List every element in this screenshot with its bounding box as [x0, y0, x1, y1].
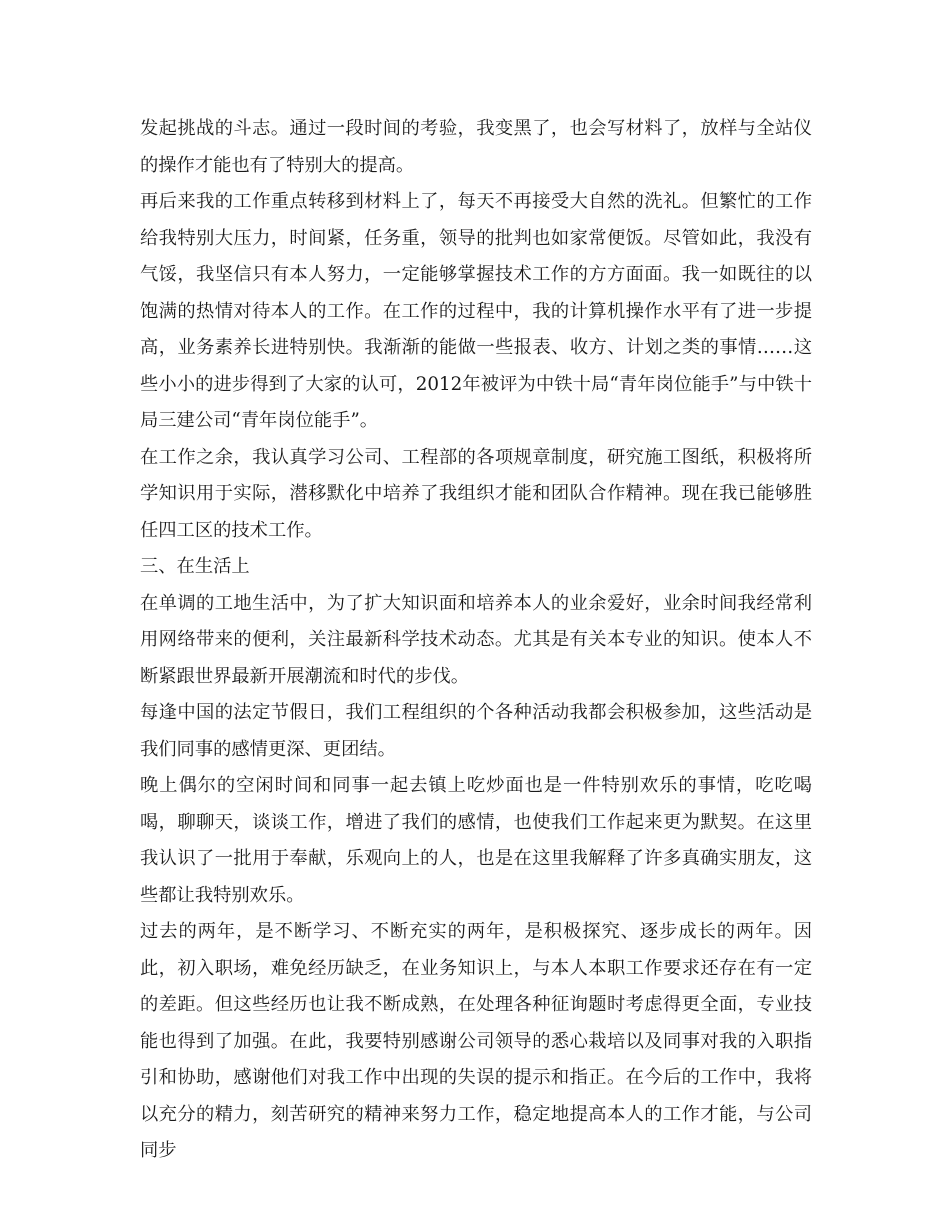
document-body — [140, 111, 812, 1170]
paragraph-evenings: 晚上偶尔的空闲时间和同事一起去镇上吃炒面也是一件特别欢乐的事情，吃吃喝喝，聊聊天，谈谈工作，增进了我们的感情，也使我们工作起来更为默契。在这里我认识了一批用于奉献，乐观向上的人，也是在这里我解释了许多真确实朋友，这些都让我特别欢乐。 — [140, 775, 812, 906]
paragraph-holidays: 每逢中国的法定节假日，我们工程组织的个各种活动我都会积极参加，这些活动是我们同事的感情更深、更团结。 — [140, 702, 812, 760]
section-heading-life: 三、在生活上 — [140, 556, 250, 577]
paragraph-materials-work: 再后来我的工作重点转移到材料上了，每天不再接受大自然的洗礼。但繁忙的工作给我特别大压力，时间紧，任务重，领导的批判也如家常便饭。尽管如此，我没有气馁，我坚信只有本人努力，一定能够掌握技术工作的方方面面。我一如既往的以饱满的热情对待本人的工作。在工作的过程中，我的计算机操作水平有了进一步提高，业务素养长进特别快。我渐渐的能做一些报表、收方、计划之类的事情……这些小小的进步得到了大家的认可，2012年被评为中铁十局“青年岗位能手”与中铁十局三建公司“青年岗位能手”。 — [140, 191, 812, 431]
paragraph-continuation: 发起挑战的斗志。通过一段时间的考验，我变黑了，也会写材料了，放样与全站仪的操作才能也有了特别大的提高。 — [140, 118, 812, 176]
paragraph-after-work-study: 在工作之余，我认真学习公司、工程部的各项规章制度，研究施工图纸，积极将所学知识用于实际，潜移默化中培养了我组织才能和团队合作精神。现在我已能够胜任四工区的技术工作。 — [140, 446, 812, 541]
paragraph-past-two-years: 过去的两年，是不断学习、不断充实的两年，是积极探究、逐步成长的两年。因此，初入职场，难免经历缺乏，在业务知识上，与本人本职工作要求还存在有一定的差距。但这些经历也让我不断成熟，在处理各种征询题时考虑得更全面，专业技能也得到了加强。在此，我要特别感谢公司领导的悉心栽培以及同事对我的入职指引和协助，感谢他们对我工作中出现的失误的提示和指正。在今后的工作中，我将以充分的精力，刻苦研究的精神来努力工作，稳定地提高本人的工作才能，与公司同步 — [140, 921, 812, 1161]
paragraph-site-life: 在单调的工地生活中，为了扩大知识面和培养本人的业余爱好，业余时间我经常利用网络带来的便利，关注最新科学技术动态。尤其是有关本专业的知识。使本人不断紧跟世界最新开展潮流和时代的步伐。 — [140, 592, 812, 687]
